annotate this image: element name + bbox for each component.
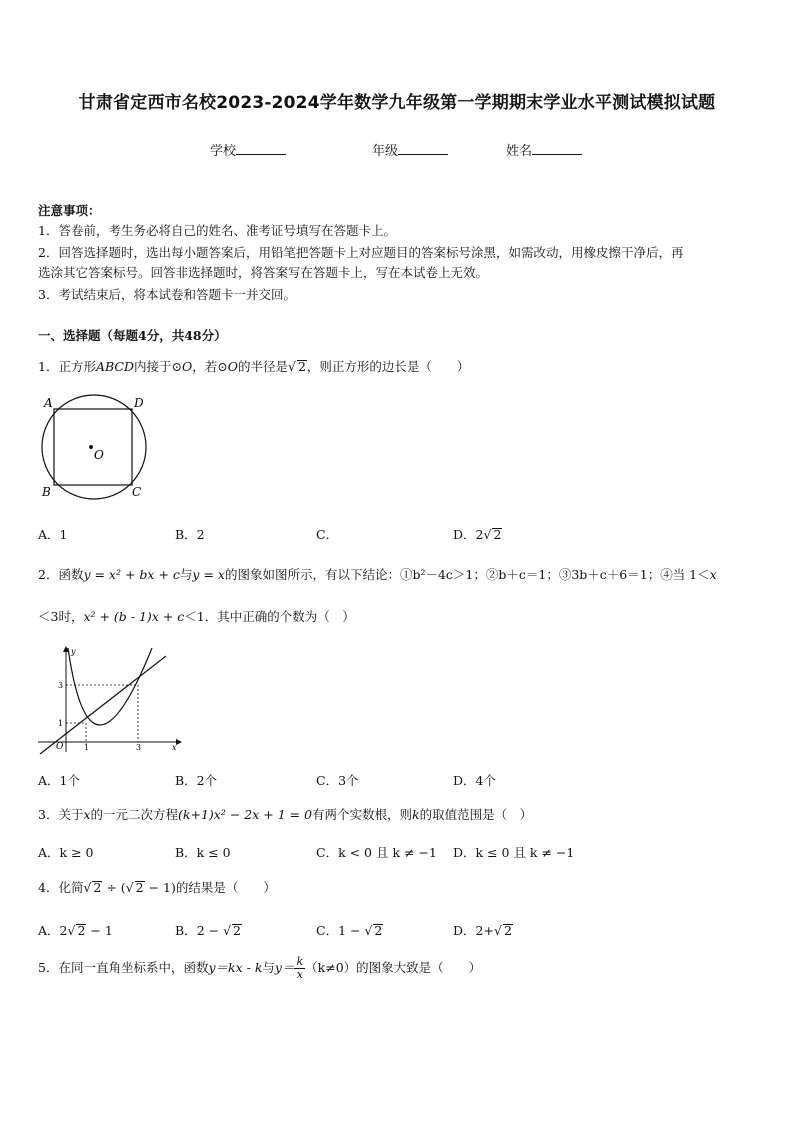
grade-field[interactable]	[372, 140, 448, 159]
name-label: 姓名	[506, 144, 533, 159]
school-label: 学校	[210, 144, 237, 159]
q4-option-b[interactable]: B．2 − √ 2	[175, 921, 242, 939]
q2-option-a[interactable]: A．1个	[38, 773, 80, 788]
y-label: y	[71, 647, 76, 656]
label-a: A	[44, 396, 53, 410]
q2-graph	[34, 644, 184, 756]
name-blank[interactable]	[532, 142, 582, 155]
school-blank[interactable]	[236, 142, 286, 155]
origin-label: O	[56, 742, 64, 752]
q2-option-b[interactable]: B．2个	[175, 773, 218, 788]
section-heading: 一、选择题（每题4分，共48分）	[38, 328, 227, 343]
question-1: 1．正方形ABCD内接于⊙O，若⊙O的半径是√ 2，则正方形的边长是（ ）	[38, 358, 469, 376]
question-3: 3．关于x的一元二次方程(k+1)x² − 2x + 1 = 0有两个实数根，则k的取值范围是（ ）	[38, 807, 533, 822]
q1-figure	[34, 393, 154, 505]
note-1: 1．答卷前，考生务必将自己的姓名、准考证号填写在答题卡上。	[38, 223, 396, 238]
question-2-line1: 2．函数y = x² + bx + c与y = x的图象如图所示，有以下结论：①b²－4c＞1；②b＋c＝1；③3b＋c＋6＝1；④当 1＜x	[38, 567, 717, 582]
center-point	[89, 445, 93, 449]
tick-y-3: 3	[58, 681, 64, 690]
grade-blank[interactable]	[398, 142, 448, 155]
notes-heading: 注意事项：	[38, 203, 101, 218]
school-field[interactable]	[210, 140, 286, 159]
q1-option-b[interactable]: B．2	[175, 527, 205, 542]
label-b: B	[42, 485, 51, 499]
q1-option-c[interactable]: C．	[316, 527, 339, 542]
grade-label: 年级	[372, 144, 399, 159]
tick-x-1: 1	[84, 743, 90, 752]
q3-option-b[interactable]: B．k ≤ 0	[175, 845, 231, 860]
q4-option-d[interactable]: D．2+√ 2	[453, 921, 513, 939]
label-c: C	[132, 485, 142, 499]
note-3: 3．考试结束后，将本试卷和答题卡一并交回。	[38, 287, 296, 302]
note-2: 2．回答选择题时，选出每小题答案后，用铅笔把答题卡上对应题目的答案标号涂黑，如需改动，用橡皮擦干净后，再	[38, 245, 684, 260]
q1-option-a[interactable]: A．1	[38, 527, 68, 542]
q3-option-a[interactable]: A．k ≥ 0	[38, 845, 94, 860]
circle-o	[42, 395, 146, 499]
q2-option-c[interactable]: C．3个	[316, 773, 359, 788]
label-d: D	[134, 396, 144, 410]
question-2-line2: ＜3时，x² + (b - 1)x + c＜1．其中正确的个数为（ ）	[38, 609, 355, 624]
q4-option-c[interactable]: C．1 − √ 2	[316, 921, 383, 939]
q3-option-c[interactable]: C．k < 0 且 k ≠ −1	[316, 845, 437, 860]
tick-y-1: 1	[58, 719, 64, 728]
line-y-equals-x	[40, 656, 166, 754]
q1-option-d[interactable]: D．2√ 2	[453, 525, 502, 543]
question-4: 4．化简√ 2 ÷ (√ 2 − 1)的结果是（ ）	[38, 879, 276, 897]
fraction-k-over-x: $\frac{k}{x}$	[296, 955, 304, 981]
q3-option-d[interactable]: D．k ≤ 0 且 k ≠ −1	[453, 845, 575, 860]
page-title: 甘肃省定西市名校2023-2024学年数学九年级第一学期期末学业水平测试模拟试题	[78, 93, 716, 113]
q2-option-d[interactable]: D．4个	[453, 773, 496, 788]
tick-x-3: 3	[136, 743, 142, 752]
label-o: O	[94, 448, 104, 462]
name-field[interactable]	[506, 140, 582, 159]
parabola	[68, 648, 152, 725]
question-5: 5．在同一直角坐标系中，函数y＝kx - k与y＝ $\frac{k}{x}$ （k≠0）的图象大致是（ ）	[38, 955, 482, 981]
q4-option-a[interactable]: A．2√ 2 − 1	[38, 921, 113, 939]
x-label: x	[172, 743, 177, 752]
note-2-cont: 选涂其它答案标号。回答非选择题时，将答案写在答题卡上，写在本试卷上无效。	[38, 265, 489, 280]
